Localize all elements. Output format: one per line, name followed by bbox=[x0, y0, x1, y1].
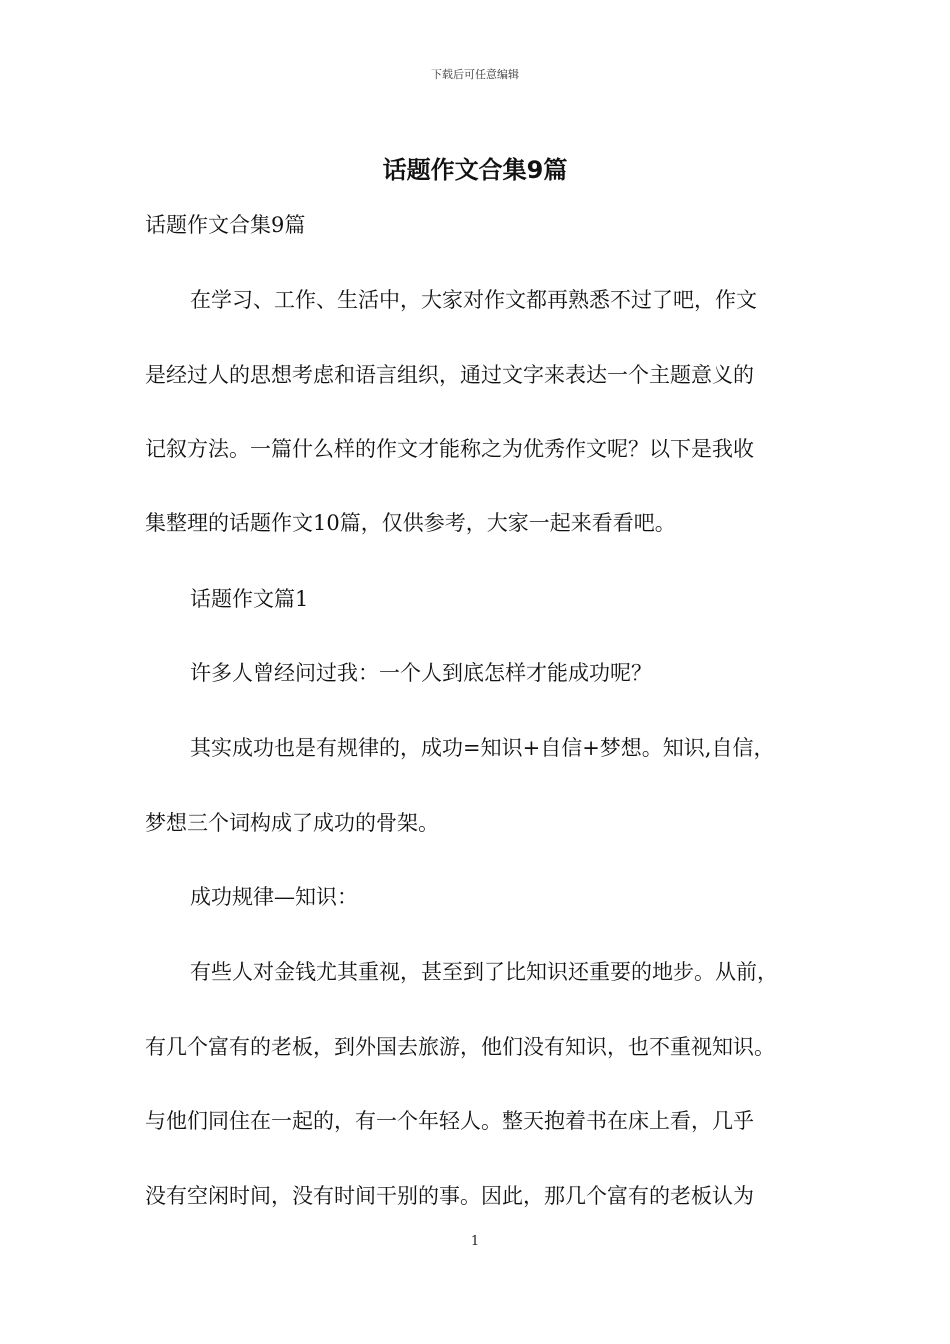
page-number: 1 bbox=[470, 1234, 480, 1249]
document-title: 话题作文合集9篇 bbox=[382, 156, 568, 184]
paragraph-line: 是经过人的思想考虑和语言组织，通过文字来表达一个主题意义的 bbox=[145, 363, 754, 387]
paragraph-line: 有几个富有的老板，到外国去旅游，他们没有知识，也不重视知识。 bbox=[145, 1035, 775, 1059]
section-heading: 话题作文篇1 bbox=[190, 587, 309, 611]
paragraph-line: 没有空闲时间，没有时间干别的事。因此，那几个富有的老板认为 bbox=[145, 1184, 754, 1208]
paragraph-line: 记叙方法。一篇什么样的作文才能称之为优秀作文呢？以下是我收 bbox=[145, 437, 754, 461]
paragraph-line: 与他们同住在一起的，有一个年轻人。整天抱着书在床上看，几乎 bbox=[145, 1109, 754, 1133]
paragraph-line: 梦想三个词构成了成功的骨架。 bbox=[145, 811, 439, 835]
paragraph-line: 许多人曾经问过我：一个人到底怎样才能成功呢？ bbox=[190, 661, 652, 685]
paragraph-line: 有些人对金钱尤其重视，甚至到了比知识还重要的地步。从前， bbox=[190, 960, 778, 984]
paragraph-line: 在学习、工作、生活中，大家对作文都再熟悉不过了吧，作文 bbox=[190, 288, 757, 312]
subtitle-line: 话题作文合集9篇 bbox=[145, 213, 306, 237]
paragraph-line: 其实成功也是有规律的，成功=知识+自信+梦想。知识,自信， bbox=[190, 736, 775, 760]
paragraph-line: 集整理的话题作文10篇，仅供参考，大家一起来看看吧。 bbox=[145, 511, 676, 535]
paragraph-line: 成功规律—知识： bbox=[190, 885, 358, 909]
header-note: 下载后可任意编辑 bbox=[431, 68, 519, 81]
